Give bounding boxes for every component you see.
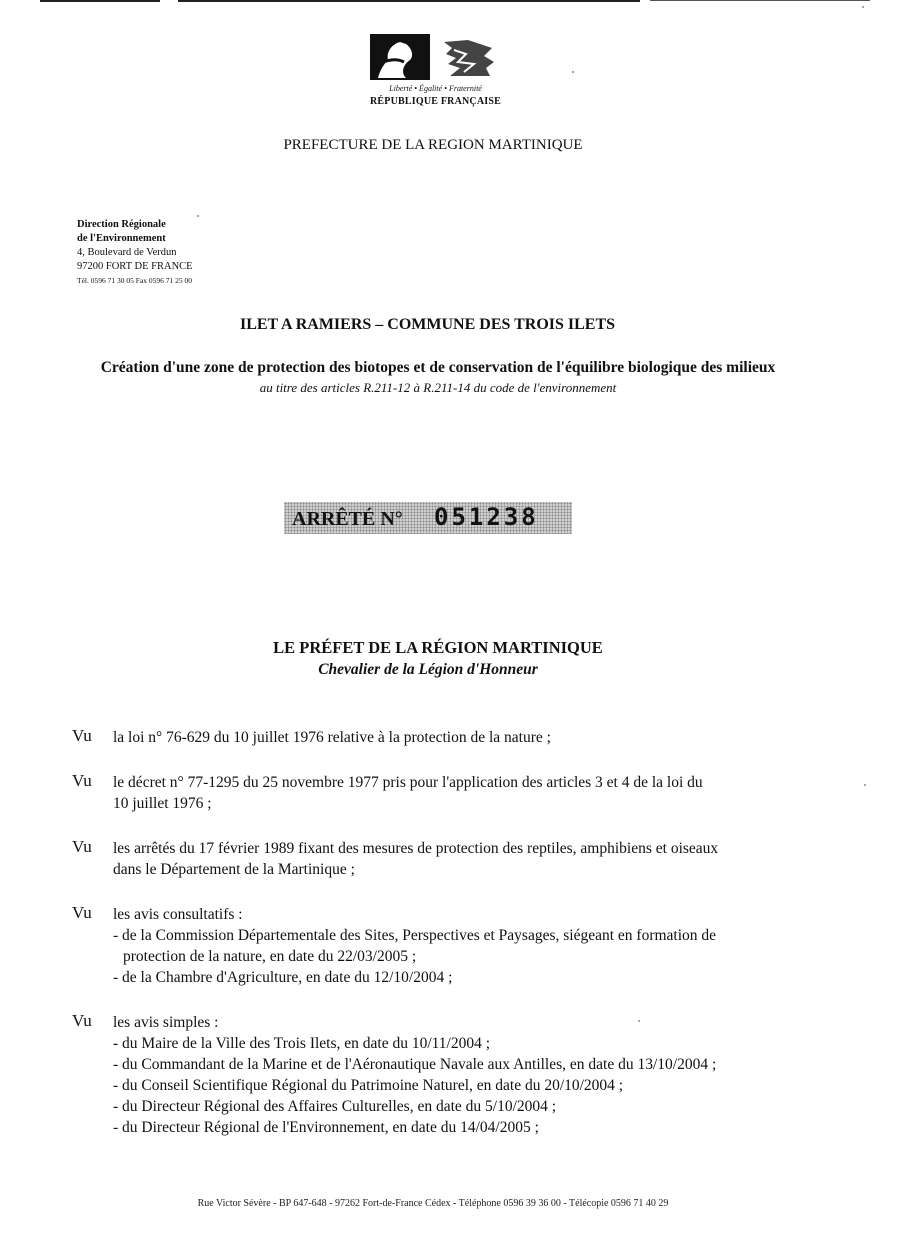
arrete-number: 051238 <box>434 503 539 531</box>
document-subtitle: Création d'une zone de protection des biotopes et de conservation de l'équilibre biologique des milieux <box>100 359 776 376</box>
vu-clause <box>113 904 808 988</box>
clause-line: - du Conseil Scientifique Régional du Patrimoine Naturel, en date du 20/10/2004 ; <box>113 1077 624 1094</box>
document-title: ILET A RAMIERS – COMMUNE DES TROIS ILETS <box>239 316 616 333</box>
sender-line: 97200 FORT DE FRANCE <box>77 261 193 272</box>
clause-line: protection de la nature, en date du 22/03/2005 ; <box>123 948 417 965</box>
clause-line: - du Maire de la Ville des Trois Ilets, en date du 10/11/2004 ; <box>113 1035 491 1052</box>
clause-line: - du Directeur Régional des Affaires Culturelles, en date du 5/10/2004 ; <box>113 1098 557 1115</box>
footer-address: Rue Victor Sévère - BP 647-648 - 97262 Fort-de-France Cédex - Téléphone 0596 39 36 00 - Télécopie 0596 71 40 29 <box>197 1198 669 1209</box>
vu-clause <box>113 772 808 814</box>
legal-reference: au titre des articles R.211-12 à R.211-14 du code de l'environnement <box>259 380 617 395</box>
clause-line: 10 juillet 1976 ; <box>113 795 212 812</box>
scan-line <box>650 0 870 1</box>
scan-speck <box>638 1020 640 1022</box>
scan-speck <box>864 784 866 786</box>
clause-line: dans le Département de la Martinique ; <box>113 861 355 878</box>
republique-francaise: RÉPUBLIQUE FRANÇAISE <box>370 96 501 107</box>
vu-label: Vu <box>72 1011 92 1030</box>
scan-line <box>40 0 160 2</box>
clause-line: - de la Commission Départementale des Sites, Perspectives et Paysages, siégeant en formation de <box>113 927 717 944</box>
scan-speck <box>572 71 574 73</box>
clause-line: les avis consultatifs : <box>113 906 243 923</box>
clause-line: le décret n° 77-1295 du 25 novembre 1977 pris pour l'application des articles 3 et 4 de la loi du <box>113 774 703 791</box>
clause-line: les avis simples : <box>113 1014 219 1031</box>
scan-speck <box>197 215 199 217</box>
sender-line: 4, Boulevard de Verdun <box>77 247 177 258</box>
vu-label: Vu <box>72 726 92 745</box>
sender-line: de l'Environnement <box>77 233 166 244</box>
sender-line: Direction Régionale <box>77 219 166 230</box>
motto: Liberté • Égalité • Fraternité <box>389 84 482 93</box>
arrete-stamp <box>284 502 572 534</box>
prefet-honor: Chevalier de la Légion d'Honneur <box>318 661 538 678</box>
clause-line: - du Commandant de la Marine et de l'Aéronautique Navale aux Antilles, en date du 13/10/2004 ; <box>113 1056 717 1073</box>
vu-clause <box>113 727 808 748</box>
clause-line: la loi n° 76-629 du 10 juillet 1976 relative à la protection de la nature ; <box>113 729 551 746</box>
prefet-heading: LE PRÉFET DE LA RÉGION MARTINIQUE <box>273 638 603 657</box>
scan-speck <box>862 6 864 8</box>
arrete-label: ARRÊTÉ N° <box>292 508 403 530</box>
clause-line: les arrêtés du 17 février 1989 fixant des mesures de protection des reptiles, amphibiens et oiseaux <box>113 840 719 857</box>
marianne-logo <box>370 34 500 82</box>
clause-line: - du Directeur Régional de l'Environnement, en date du 14/04/2005 ; <box>113 1119 539 1136</box>
sender-address <box>77 218 193 288</box>
vu-label: Vu <box>72 771 92 790</box>
vu-clause <box>113 838 808 880</box>
sender-phone: Tél. 0596 71 30 05 Fax 0596 71 25 00 <box>77 276 192 285</box>
vu-label: Vu <box>72 837 92 856</box>
clause-line: - de la Chambre d'Agriculture, en date du 12/10/2004 ; <box>113 969 453 986</box>
vu-clause <box>113 1012 808 1138</box>
vu-label: Vu <box>72 903 92 922</box>
prefecture-heading: PREFECTURE DE LA REGION MARTINIQUE <box>283 137 583 153</box>
scan-line <box>178 0 640 2</box>
